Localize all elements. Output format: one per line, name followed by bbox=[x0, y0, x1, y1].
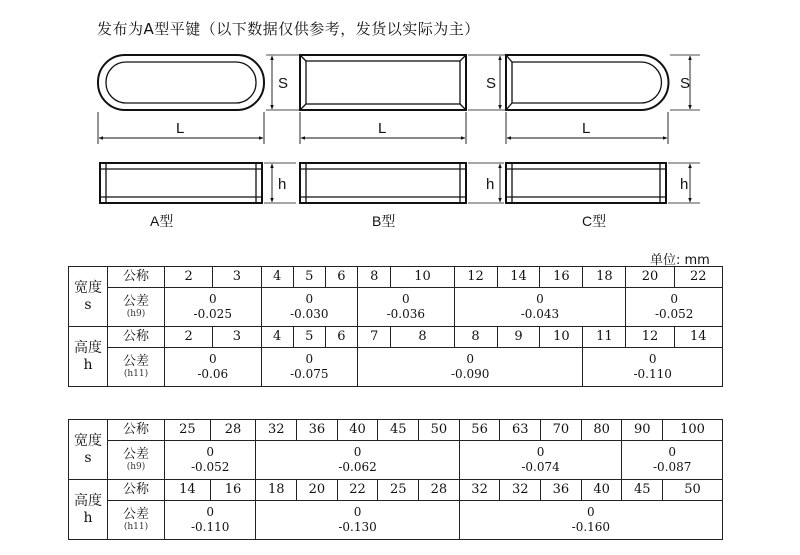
nominal-value: 63 bbox=[500, 420, 541, 441]
group-name: 高度 bbox=[74, 339, 102, 356]
tolerance-row bbox=[69, 288, 723, 327]
nominal-value: 20 bbox=[297, 480, 338, 501]
type-b-top-outline bbox=[300, 55, 466, 110]
tolerance-lower: -0.074 bbox=[521, 460, 560, 474]
nominal-value: 32 bbox=[459, 480, 500, 501]
tolerance-lower: -0.036 bbox=[386, 307, 425, 321]
tolerance-value bbox=[459, 501, 722, 540]
nominal-value: 50 bbox=[663, 480, 723, 501]
tolerance-lower: -0.025 bbox=[193, 307, 232, 321]
type-c-top-inner bbox=[512, 62, 662, 103]
tolerance-upper: 0 bbox=[401, 292, 410, 306]
nominal-value: 7 bbox=[358, 327, 391, 348]
tolerance-lower: -0.160 bbox=[571, 520, 611, 534]
tolerance-upper: 0 bbox=[466, 352, 475, 366]
nominal-value: 25 bbox=[378, 480, 419, 501]
dim-l-b: L bbox=[378, 120, 387, 137]
nominal-value: 11 bbox=[583, 327, 626, 348]
group-symbol: s bbox=[84, 296, 92, 313]
nominal-value: 28 bbox=[419, 480, 460, 501]
dim-h-b: h bbox=[486, 176, 495, 193]
tolerance-value bbox=[165, 348, 262, 387]
nominal-value: 6 bbox=[325, 267, 357, 288]
nominal-value: 18 bbox=[256, 480, 297, 501]
tolerance-upper: 0 bbox=[305, 352, 314, 366]
nominal-value: 40 bbox=[581, 480, 622, 501]
nominal-row bbox=[69, 327, 723, 348]
nominal-value: 22 bbox=[674, 267, 722, 288]
tolerance-value bbox=[165, 441, 256, 480]
nominal-value: 45 bbox=[622, 480, 663, 501]
tolerance-row bbox=[69, 501, 723, 540]
tolerance-upper: 0 bbox=[536, 445, 545, 459]
tolerance-value bbox=[256, 441, 459, 480]
dim-s-b: S bbox=[486, 75, 497, 92]
nominal-row bbox=[69, 267, 723, 288]
nominal-value: 8 bbox=[454, 327, 497, 348]
group-symbol: s bbox=[84, 449, 92, 466]
nominal-value: 32 bbox=[256, 420, 297, 441]
dim-l-c: L bbox=[582, 120, 591, 137]
tolerance-lower: -0.043 bbox=[520, 307, 560, 321]
tolerance-label: 公差 bbox=[122, 507, 149, 522]
nominal-row bbox=[69, 420, 723, 441]
tolerance-grade: (h9) bbox=[126, 309, 146, 319]
dim-h-c: h bbox=[680, 176, 689, 193]
nominal-value: 18 bbox=[583, 267, 626, 288]
nominal-value: 4 bbox=[261, 267, 293, 288]
spec-table-2 bbox=[68, 419, 723, 540]
type-b-top-inner bbox=[306, 61, 460, 104]
nominal-value: 22 bbox=[337, 480, 378, 501]
type-a-top-inner bbox=[106, 62, 256, 103]
tolerance-lower: -0.052 bbox=[190, 460, 230, 474]
tolerance-upper: 0 bbox=[206, 445, 214, 459]
nominal-value: 70 bbox=[541, 420, 582, 441]
tolerance-label: 公差 bbox=[122, 447, 149, 462]
tolerance-value bbox=[358, 348, 583, 387]
group-name: 高度 bbox=[74, 492, 102, 509]
nominal-label: 公称 bbox=[108, 327, 165, 348]
nominal-value: 80 bbox=[581, 420, 622, 441]
header-note: 发布为A型平键（以下数据仅供参考，发货以实际为主） bbox=[97, 20, 480, 38]
nominal-value: 36 bbox=[297, 420, 338, 441]
nominal-label: 公称 bbox=[108, 480, 165, 501]
tolerance-lower: -0.130 bbox=[338, 520, 377, 534]
nominal-value: 3 bbox=[213, 327, 261, 348]
tolerance-label-cell bbox=[108, 501, 165, 540]
tolerance-value bbox=[622, 441, 723, 480]
tolerance-lower: -0.052 bbox=[654, 307, 694, 321]
group-label bbox=[69, 480, 108, 540]
tolerance-value bbox=[256, 501, 459, 540]
tolerance-label: 公差 bbox=[122, 294, 149, 309]
nominal-value: 14 bbox=[674, 327, 722, 348]
group-label bbox=[69, 267, 108, 327]
nominal-value: 45 bbox=[378, 420, 419, 441]
nominal-value: 10 bbox=[391, 267, 454, 288]
nominal-value: 20 bbox=[626, 267, 674, 288]
tolerance-lower: -0.110 bbox=[190, 520, 230, 534]
nominal-value: 5 bbox=[293, 327, 325, 348]
nominal-value: 28 bbox=[210, 420, 256, 441]
nominal-value: 90 bbox=[622, 420, 663, 441]
dim-s-a: S bbox=[278, 75, 289, 92]
tolerance-value bbox=[454, 288, 626, 327]
nominal-value: 12 bbox=[454, 267, 497, 288]
spec-table-1 bbox=[68, 266, 723, 387]
tolerance-upper: 0 bbox=[670, 292, 678, 306]
nominal-value: 10 bbox=[540, 327, 583, 348]
group-symbol: h bbox=[83, 509, 93, 526]
tolerance-upper: 0 bbox=[668, 445, 677, 459]
tolerance-lower: -0.110 bbox=[633, 367, 672, 381]
tolerance-value bbox=[358, 288, 455, 327]
tolerance-lower: -0.062 bbox=[338, 460, 377, 474]
group-name: 宽度 bbox=[74, 432, 102, 449]
tolerance-value bbox=[583, 348, 723, 387]
nominal-value: 4 bbox=[261, 327, 293, 348]
type-c-top-outline bbox=[506, 55, 668, 110]
nominal-value: 2 bbox=[165, 267, 213, 288]
nominal-value: 8 bbox=[391, 327, 454, 348]
tolerance-lower: -0.090 bbox=[451, 367, 490, 381]
type-b-label: B型 bbox=[372, 213, 396, 229]
nominal-value: 12 bbox=[626, 327, 674, 348]
group-name: 宽度 bbox=[74, 279, 102, 296]
nominal-row bbox=[69, 480, 723, 501]
key-type-diagram bbox=[0, 0, 800, 250]
tolerance-grade: (h11) bbox=[123, 522, 149, 532]
tolerance-row bbox=[69, 441, 723, 480]
nominal-value: 40 bbox=[337, 420, 378, 441]
tolerance-upper: 0 bbox=[208, 352, 217, 366]
dim-s-c: S bbox=[680, 75, 691, 92]
nominal-value: 9 bbox=[497, 327, 540, 348]
tolerance-value bbox=[165, 501, 256, 540]
dim-h-a: h bbox=[278, 176, 287, 193]
tolerance-lower: -0.075 bbox=[290, 367, 329, 381]
nominal-value: 100 bbox=[663, 420, 723, 441]
tolerance-value bbox=[261, 348, 358, 387]
nominal-value: 2 bbox=[165, 327, 213, 348]
tolerance-value bbox=[459, 441, 622, 480]
tolerance-row bbox=[69, 348, 723, 387]
nominal-label: 公称 bbox=[108, 420, 165, 441]
group-symbol: h bbox=[83, 356, 93, 373]
tolerance-value bbox=[165, 288, 262, 327]
tolerance-value bbox=[261, 288, 358, 327]
unit-label: 单位: mm bbox=[650, 253, 710, 268]
nominal-value: 5 bbox=[293, 267, 325, 288]
group-label bbox=[69, 420, 108, 480]
nominal-value: 56 bbox=[459, 420, 500, 441]
tolerance-upper: 0 bbox=[587, 505, 595, 519]
nominal-value: 8 bbox=[358, 267, 391, 288]
tolerance-label-cell bbox=[108, 441, 165, 480]
tolerance-upper: 0 bbox=[208, 292, 217, 306]
tolerance-upper: 0 bbox=[536, 292, 544, 306]
dim-l-a: L bbox=[176, 120, 185, 137]
tolerance-label-cell bbox=[108, 348, 165, 387]
tolerance-grade: (h11) bbox=[123, 369, 149, 379]
nominal-value: 14 bbox=[497, 267, 540, 288]
tolerance-label: 公差 bbox=[122, 354, 149, 369]
tolerance-upper: 0 bbox=[305, 292, 314, 306]
tolerance-label-cell bbox=[108, 288, 165, 327]
tolerance-upper: 0 bbox=[648, 352, 657, 366]
nominal-value: 14 bbox=[165, 480, 211, 501]
nominal-value: 3 bbox=[213, 267, 261, 288]
tolerance-upper: 0 bbox=[206, 505, 214, 519]
tolerance-upper: 0 bbox=[353, 505, 362, 519]
tolerance-lower: -0.087 bbox=[653, 460, 692, 474]
nominal-value: 16 bbox=[540, 267, 583, 288]
tolerance-lower: -0.030 bbox=[290, 307, 329, 321]
tolerance-value bbox=[626, 288, 723, 327]
nominal-value: 25 bbox=[165, 420, 211, 441]
type-a-label: A型 bbox=[150, 213, 174, 229]
nominal-label: 公称 bbox=[108, 267, 165, 288]
group-label bbox=[69, 327, 108, 387]
tolerance-grade: (h9) bbox=[126, 462, 146, 472]
type-c-label: C型 bbox=[582, 213, 607, 229]
nominal-value: 6 bbox=[325, 327, 357, 348]
tolerance-lower: -0.06 bbox=[197, 367, 229, 381]
type-a-top-outline bbox=[98, 55, 264, 110]
nominal-value: 32 bbox=[500, 480, 541, 501]
nominal-value: 50 bbox=[419, 420, 460, 441]
nominal-value: 36 bbox=[541, 480, 582, 501]
tolerance-upper: 0 bbox=[353, 445, 362, 459]
nominal-value: 16 bbox=[210, 480, 256, 501]
